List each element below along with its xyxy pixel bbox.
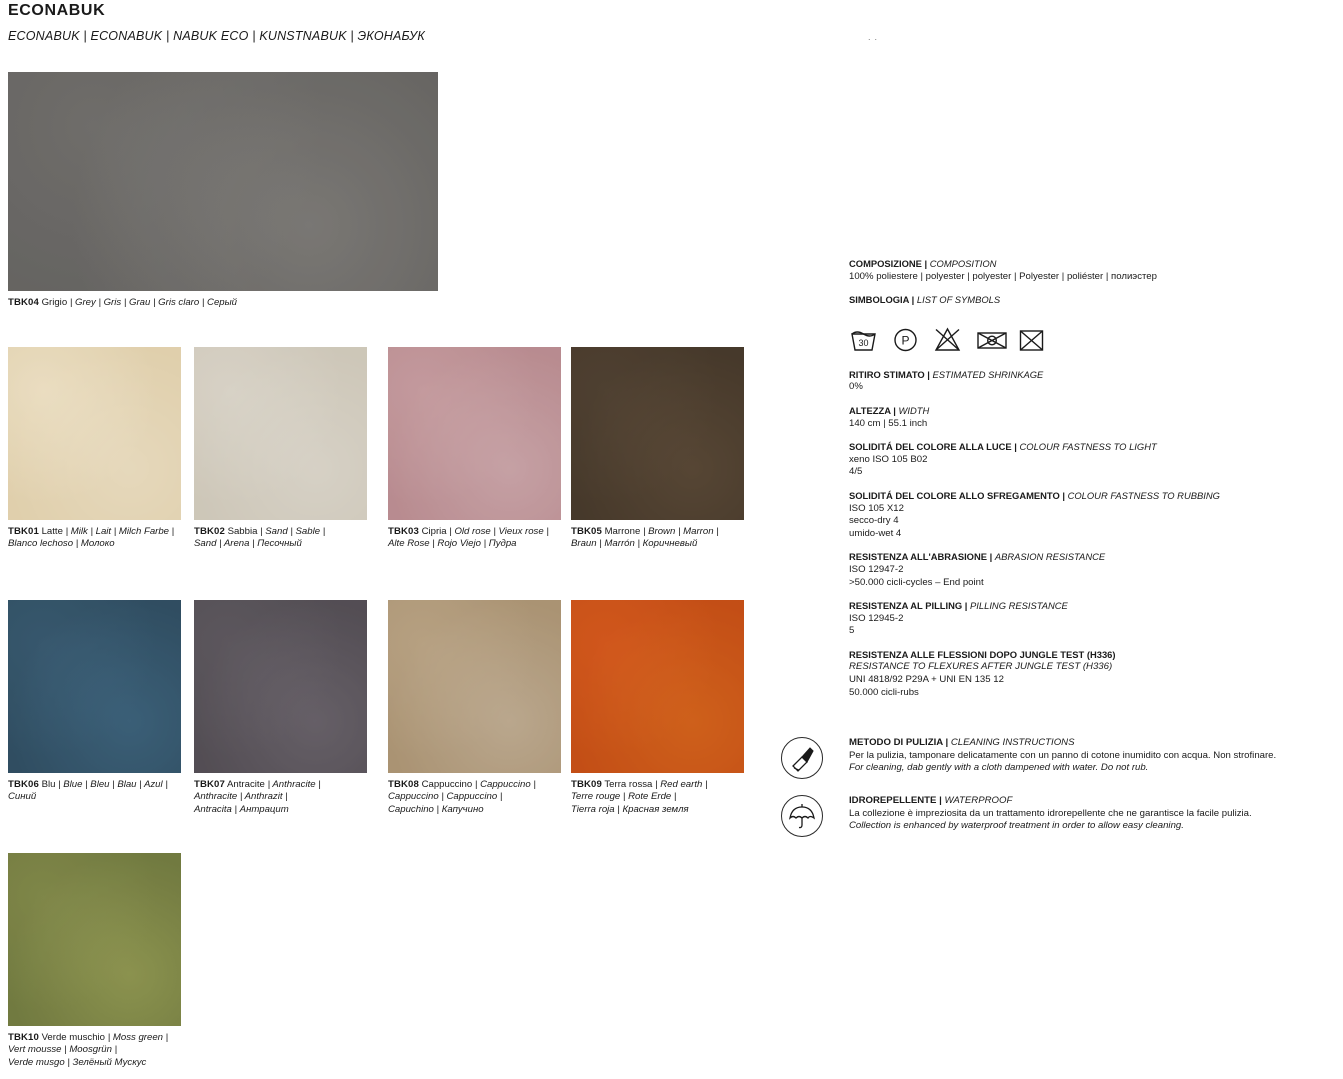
composition-heading: COMPOSIZIONE | bbox=[849, 258, 928, 269]
swatch-caption-line1 bbox=[194, 526, 374, 538]
swatch-caption bbox=[8, 1032, 188, 1069]
swatch-tbk03 bbox=[388, 347, 568, 551]
swatch-caption-line3: Verde musgo | Зелёный Мускус bbox=[8, 1056, 147, 1068]
swatch-caption bbox=[571, 779, 751, 816]
swatch-tbk01 bbox=[8, 347, 188, 551]
swatch-caption-line2: Anthracite | Anthrazit | bbox=[194, 791, 288, 803]
swatch-tbk04 bbox=[8, 72, 438, 309]
shrinkage-heading: RITIRO STIMATO | bbox=[849, 368, 930, 380]
abrasion-heading-en: ABRASION RESISTANCE bbox=[994, 551, 1106, 563]
cleaning-heading: METODO DI PULIZIA | bbox=[849, 737, 949, 748]
fabric-grain bbox=[8, 600, 181, 773]
symbology-heading-en: LIST OF SYMBOLS bbox=[916, 294, 1001, 306]
swatch-name: Verde muschio bbox=[41, 1032, 106, 1043]
swatch-caption bbox=[388, 526, 568, 551]
pilling-line1: ISO 12945-2 bbox=[849, 612, 904, 624]
swatch-translations: | Old rose | Vieux rose | bbox=[449, 526, 549, 537]
symbology-heading: SIMBOLOGIA | bbox=[849, 294, 915, 306]
swatch-color-chip bbox=[194, 347, 367, 520]
swatch-caption-line3: Antracita | Антрацит bbox=[194, 803, 289, 815]
waterproof-line1: La collezione è impreziosita da un trattamento idrorepellente che ne garantisce la facile pulizia. bbox=[849, 807, 1252, 819]
technical-info bbox=[849, 258, 1329, 710]
info-symbology bbox=[849, 294, 1329, 307]
shrinkage-line1: 0% bbox=[849, 381, 863, 393]
swatch-translations: | Cappuccino | bbox=[474, 779, 536, 790]
swatch-caption-line1 bbox=[8, 779, 188, 791]
swatch-tbk02 bbox=[194, 347, 374, 551]
info-shrinkage bbox=[849, 369, 1329, 394]
swatch-caption-line1 bbox=[194, 779, 374, 791]
swatch-caption-line2: Terre rouge | Rote Erde | bbox=[571, 791, 677, 803]
swatch-tbk08 bbox=[388, 600, 568, 816]
swatch-caption bbox=[8, 297, 438, 309]
swatch-color-chip bbox=[571, 600, 744, 773]
swatch-caption-line2: Blanco lechoso | Молоко bbox=[8, 538, 115, 550]
flexures-heading: RESISTENZA ALLE FLESSIONI DOPO JUNGLE TEST (H336) bbox=[849, 648, 1116, 660]
swatch-caption-line2: Sand | Arena | Песочный bbox=[194, 538, 302, 550]
swatch-tbk07 bbox=[194, 600, 374, 816]
info-rubbing-fastness bbox=[849, 490, 1329, 540]
swatch-caption-line3: Tierra roja | Красная земля bbox=[571, 803, 689, 815]
swatch-name: Marrone bbox=[604, 526, 641, 537]
swatch-code: TBK07 bbox=[194, 779, 225, 790]
swatch-code: TBK03 bbox=[388, 526, 419, 537]
abrasion-heading: RESISTENZA ALL'ABRASIONE | bbox=[849, 551, 993, 563]
swatch-caption-line1 bbox=[571, 779, 751, 791]
swatch-translations: | Grey | Gris | Grau | Gris claro | Серый bbox=[69, 297, 238, 308]
swatch-code: TBK09 bbox=[571, 779, 602, 790]
swatch-color-chip bbox=[8, 600, 181, 773]
flexures-heading-en: RESISTANCE TO FLEXURES AFTER JUNGLE TEST (H336) bbox=[849, 661, 1113, 673]
light-fastness-line2: 4/5 bbox=[849, 466, 863, 478]
info-flexures bbox=[849, 649, 1329, 699]
swatch-translations: | Blue | Bleu | Blau | Azul | bbox=[58, 779, 168, 790]
swatch-name: Antracite bbox=[227, 779, 265, 790]
umbrella-icon bbox=[781, 795, 823, 837]
cleaning-heading-en: CLEANING INSTRUCTIONS bbox=[950, 737, 1075, 748]
fabric-grain bbox=[388, 347, 561, 520]
page-subtitle: ECONABUK | ECONABUK | NABUK ECO | KUNSTNABUK | ЭКОНАБУК bbox=[8, 29, 425, 43]
waterproof-heading: IDROREPELLENTE | bbox=[849, 795, 942, 806]
swatch-color-chip bbox=[388, 600, 561, 773]
fabric-grain bbox=[388, 600, 561, 773]
swatch-caption-line2: Cappuccino | Cappuccino | bbox=[388, 791, 503, 803]
svg-text:30: 30 bbox=[858, 338, 869, 348]
swatch-tbk06 bbox=[8, 600, 188, 804]
swatch-translations: | Anthracite | bbox=[267, 779, 321, 790]
width-line1: 140 cm | 55.1 inch bbox=[849, 417, 928, 429]
swatch-caption-line2: Alte Rose | Rojo Viejo | Пудра bbox=[388, 538, 517, 550]
rubbing-fastness-heading-en: COLOUR FASTNESS TO RUBBING bbox=[1067, 489, 1220, 501]
fabric-grain bbox=[571, 347, 744, 520]
swatch-caption bbox=[571, 526, 751, 551]
swatch-color-chip bbox=[194, 600, 367, 773]
fabric-grain bbox=[194, 347, 367, 520]
swatch-code: TBK01 bbox=[8, 526, 39, 537]
rubbing-fastness-heading: SOLIDITÁ DEL COLORE ALLO SFREGAMENTO | bbox=[849, 489, 1065, 501]
swatch-caption bbox=[8, 526, 188, 551]
swatch-translations: | Milk | Lait | Milch Farbe | bbox=[65, 526, 175, 537]
swatch-color-chip bbox=[8, 72, 438, 291]
swatch-caption-line2: Синий bbox=[8, 791, 37, 803]
swatch-translations: | Moss green | bbox=[107, 1032, 169, 1043]
swatch-caption-line1 bbox=[8, 297, 438, 309]
swatch-caption-line1 bbox=[571, 526, 751, 538]
swatch-caption-line2: Vert mousse | Moosgrün | bbox=[8, 1044, 118, 1056]
cleaning-line2: For cleaning, dab gently with a cloth dampened with water. Do not rub. bbox=[849, 762, 1149, 774]
swatch-caption bbox=[194, 779, 374, 816]
swatch-code: TBK02 bbox=[194, 526, 225, 537]
fabric-grain bbox=[8, 853, 181, 1026]
swatch-code: TBK08 bbox=[388, 779, 419, 790]
swatch-code: TBK10 bbox=[8, 1032, 39, 1043]
pilling-heading: RESISTENZA AL PILLING | bbox=[849, 600, 968, 612]
fabric-grain bbox=[194, 600, 367, 773]
swatch-translations: | Sand | Sable | bbox=[260, 526, 326, 537]
swatch-caption-line1 bbox=[388, 526, 568, 538]
swatch-caption-line1 bbox=[388, 779, 568, 791]
swatch-name: Sabbia bbox=[227, 526, 258, 537]
width-heading: ALTEZZA | bbox=[849, 404, 896, 416]
cleaning-block bbox=[781, 737, 1281, 775]
rubbing-fastness-line2: secco-dry 4 bbox=[849, 515, 899, 527]
info-pilling bbox=[849, 600, 1329, 638]
swatch-color-chip bbox=[388, 347, 561, 520]
width-heading-en: WIDTH bbox=[898, 404, 930, 416]
svg-text:P: P bbox=[901, 333, 910, 348]
swatch-caption bbox=[194, 526, 374, 551]
cleaning-line1: Per la pulizia, tamponare delicatamente con un panno di cotone inumidito con acqua. Non strofinare. bbox=[849, 749, 1277, 761]
rubbing-fastness-line3: umido-wet 4 bbox=[849, 527, 902, 539]
composition-line1: 100% poliestere | polyester | polyester | Polyester | poliéster | полиэстер bbox=[849, 270, 1157, 282]
fabric-grain bbox=[571, 600, 744, 773]
swatch-color-chip bbox=[8, 853, 181, 1026]
swatch-color-chip bbox=[571, 347, 744, 520]
swatch-name: Cappuccino bbox=[421, 779, 473, 790]
fabric-grain bbox=[8, 347, 181, 520]
pilling-heading-en: PILLING RESISTANCE bbox=[970, 600, 1068, 612]
swatch-translations: | Brown | Marron | bbox=[642, 526, 719, 537]
swatch-tbk09 bbox=[571, 600, 751, 816]
swatch-name: Cipria bbox=[421, 526, 447, 537]
light-fastness-heading-en: COLOUR FASTNESS TO LIGHT bbox=[1019, 441, 1157, 453]
page-title: ECONABUK bbox=[8, 2, 106, 19]
cleaning-brush-icon bbox=[781, 737, 823, 779]
swatch-name: Latte bbox=[41, 526, 63, 537]
flexures-line1: UNI 4818/92 P29A + UNI EN 135 12 bbox=[849, 674, 1004, 686]
flexures-line2: 50.000 cicli-rubs bbox=[849, 686, 919, 698]
info-light-fastness bbox=[849, 441, 1329, 479]
info-composition bbox=[849, 258, 1329, 283]
light-fastness-heading: SOLIDITÁ DEL COLORE ALLA LUCE | bbox=[849, 441, 1017, 453]
swatch-caption bbox=[8, 779, 188, 804]
swatch-code: TBK06 bbox=[8, 779, 39, 790]
waterproof-line2: Collection is enhanced by waterproof treatment in order to allow easy cleaning. bbox=[849, 820, 1184, 832]
swatch-caption-line1 bbox=[8, 526, 188, 538]
swatch-translations: | Red earth | bbox=[655, 779, 708, 790]
swatch-name: Terra rossa bbox=[604, 779, 653, 790]
swatch-code: TBK04 bbox=[8, 297, 39, 308]
swatch-caption-line2: Braun | Marrón | Коричневый bbox=[571, 538, 698, 550]
abrasion-line1: ISO 12947-2 bbox=[849, 563, 904, 575]
abrasion-line2: >50.000 cicli-cycles – End point bbox=[849, 576, 984, 588]
swatch-tbk05 bbox=[571, 347, 751, 551]
pilling-line2: 5 bbox=[849, 625, 855, 637]
info-abrasion bbox=[849, 551, 1329, 589]
rubbing-fastness-line1: ISO 105 X12 bbox=[849, 502, 904, 514]
swatch-caption bbox=[388, 779, 568, 816]
fabric-grain bbox=[8, 72, 438, 291]
swatch-name: Blu bbox=[41, 779, 56, 790]
swatch-code: TBK05 bbox=[571, 526, 602, 537]
waterproof-block bbox=[781, 795, 1281, 833]
swatch-caption-line1 bbox=[8, 1032, 188, 1044]
swatch-tbk10 bbox=[8, 853, 188, 1069]
swatch-caption-line3: Capuchino | Капучино bbox=[388, 803, 484, 815]
swatch-color-chip bbox=[8, 347, 181, 520]
waterproof-heading-en: WATERPROOF bbox=[944, 795, 1013, 806]
corner-marks: .. bbox=[868, 32, 882, 42]
light-fastness-line1: xeno ISO 105 B02 bbox=[849, 453, 928, 465]
info-width bbox=[849, 405, 1329, 430]
shrinkage-heading-en: ESTIMATED SHRINKAGE bbox=[932, 368, 1044, 380]
composition-heading-en: COMPOSITION bbox=[929, 258, 997, 269]
swatch-name: Grigio bbox=[41, 297, 68, 308]
